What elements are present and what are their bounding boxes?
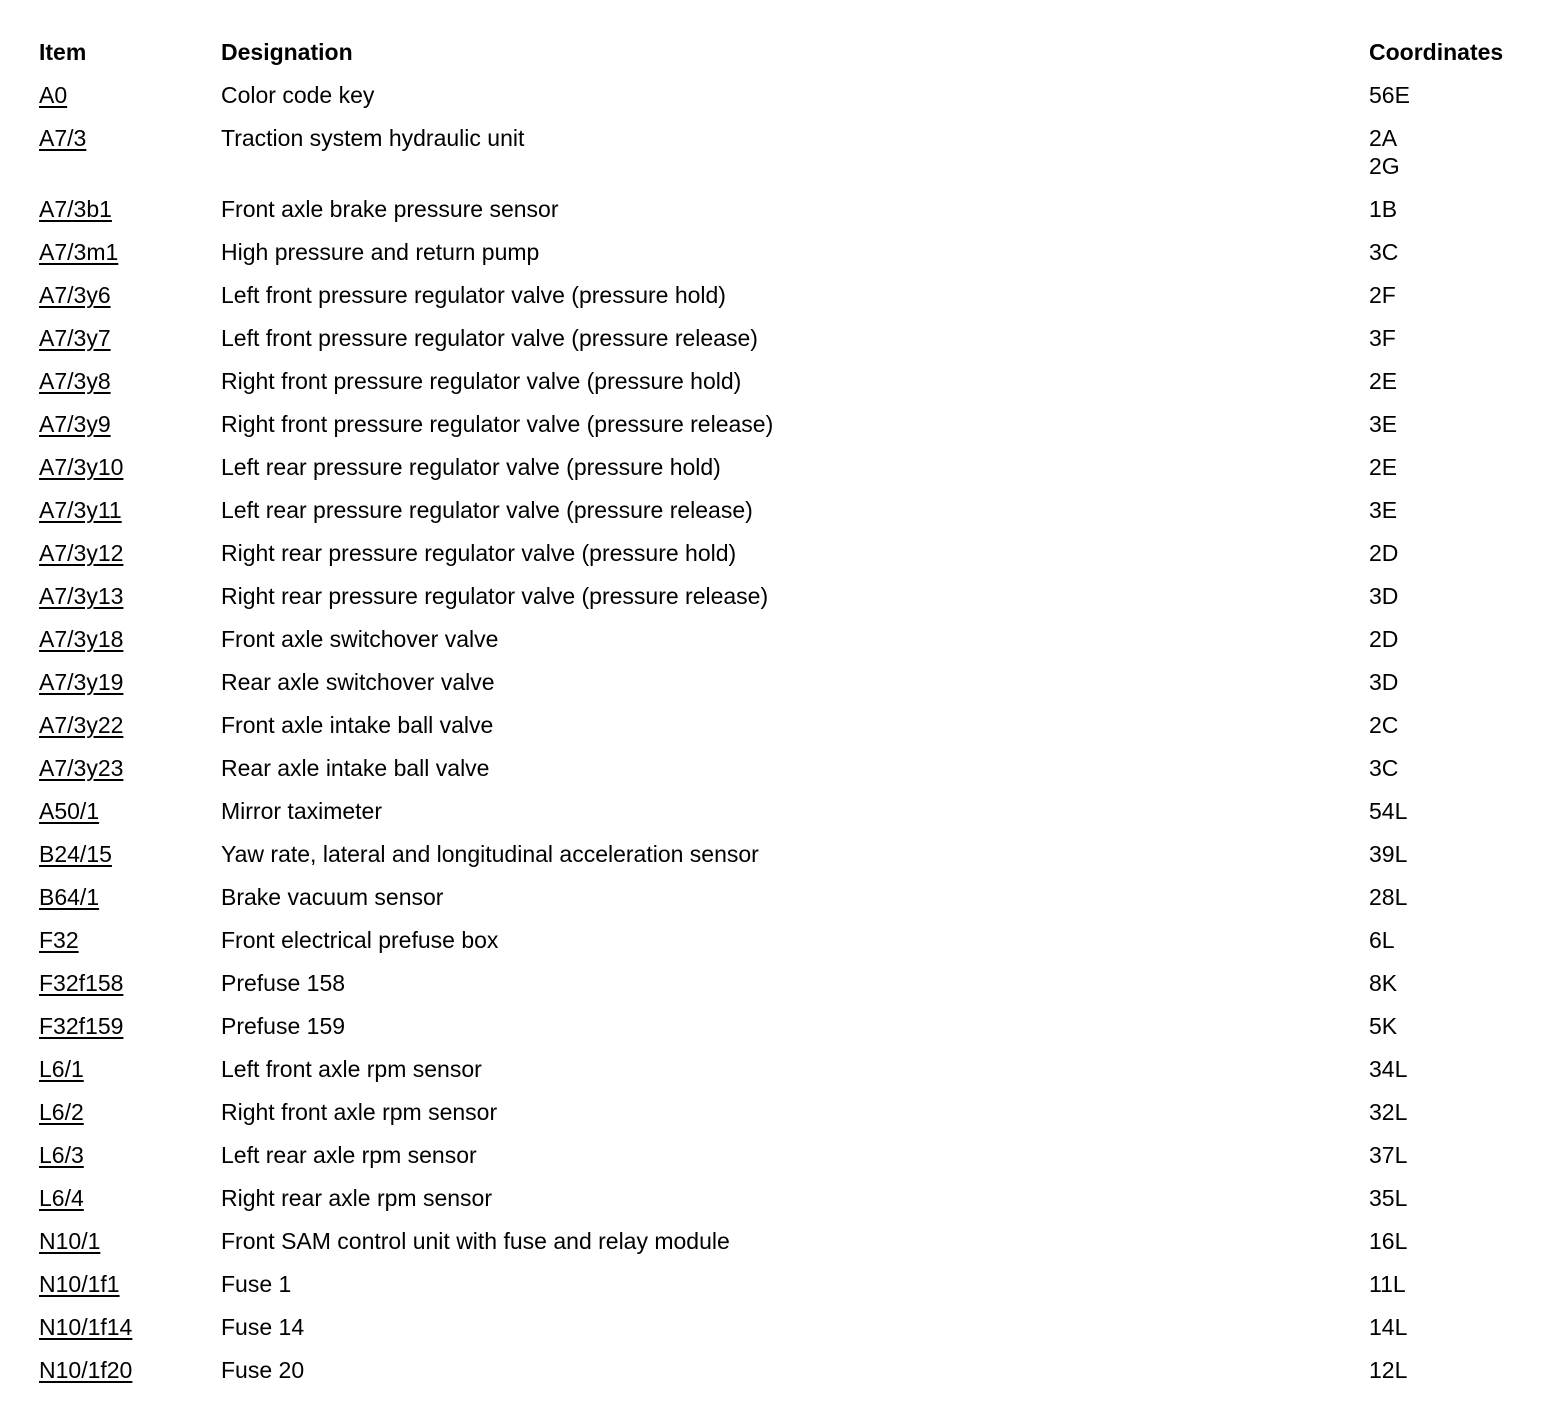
table-row bbox=[39, 1098, 1539, 1141]
table-row bbox=[39, 81, 1539, 124]
coordinates-cell bbox=[1369, 1055, 1539, 1098]
table-row bbox=[39, 1141, 1539, 1184]
coordinates-cell bbox=[1369, 1184, 1539, 1227]
designation-cell: Right rear pressure regulator valve (pressure hold) bbox=[221, 540, 737, 566]
coordinates-cell bbox=[1369, 668, 1539, 711]
table-row bbox=[39, 1313, 1539, 1356]
item-link[interactable]: L6/1 bbox=[39, 1056, 84, 1082]
table-row bbox=[39, 195, 1539, 238]
item-cell bbox=[39, 969, 221, 1012]
coordinate-value: 3D bbox=[1369, 583, 1399, 609]
table-row bbox=[39, 1012, 1539, 1055]
coordinates-cell bbox=[1369, 1356, 1539, 1399]
coordinate-value: 14L bbox=[1369, 1314, 1408, 1340]
coordinate-value: 2D bbox=[1369, 626, 1399, 652]
item-link[interactable]: A7/3y9 bbox=[39, 411, 111, 437]
item-link[interactable]: A7/3y10 bbox=[39, 454, 124, 480]
table-row bbox=[39, 969, 1539, 1012]
coordinate-value: 3E bbox=[1369, 411, 1398, 437]
coordinate-value: 6L bbox=[1369, 927, 1395, 953]
coordinate-value: 16L bbox=[1369, 1228, 1408, 1254]
designation-cell: Front axle brake pressure sensor bbox=[221, 196, 559, 222]
designation-cell: Brake vacuum sensor bbox=[221, 884, 444, 910]
item-cell bbox=[39, 1184, 221, 1227]
coordinate-value: 34L bbox=[1369, 1056, 1408, 1082]
coordinate-value: 8K bbox=[1369, 970, 1398, 996]
designation-cell: Left front pressure regulator valve (pressure hold) bbox=[221, 282, 726, 308]
table-row bbox=[39, 754, 1539, 797]
coordinate-value: 2E bbox=[1369, 368, 1398, 394]
coordinates-cell bbox=[1369, 367, 1539, 410]
designation-cell: Front SAM control unit with fuse and relay module bbox=[221, 1228, 730, 1254]
coordinate-value: 32L bbox=[1369, 1099, 1408, 1125]
item-cell bbox=[39, 1313, 221, 1356]
coordinates-cell bbox=[1369, 1141, 1539, 1184]
item-cell bbox=[39, 711, 221, 754]
designation-cell: Rear axle switchover valve bbox=[221, 669, 495, 695]
item-cell bbox=[39, 1141, 221, 1184]
item-cell bbox=[39, 797, 221, 840]
coordinate-value: 28L bbox=[1369, 884, 1408, 910]
coordinates-cell bbox=[1369, 1227, 1539, 1270]
item-link[interactable]: A7/3m1 bbox=[39, 239, 119, 265]
table-row bbox=[39, 797, 1539, 840]
table-row bbox=[39, 238, 1539, 281]
coordinate-value: 2C bbox=[1369, 712, 1399, 738]
coordinates-cell bbox=[1369, 410, 1539, 453]
component-legend-table bbox=[39, 38, 1539, 1399]
table-row bbox=[39, 1055, 1539, 1098]
designation-cell: Right front pressure regulator valve (pressure hold) bbox=[221, 368, 742, 394]
header-item: Item bbox=[39, 39, 87, 65]
item-cell bbox=[39, 668, 221, 711]
item-cell bbox=[39, 1356, 221, 1399]
designation-cell: Right front axle rpm sensor bbox=[221, 1099, 498, 1125]
designation-cell: Fuse 20 bbox=[221, 1357, 305, 1383]
item-cell bbox=[39, 625, 221, 668]
table-row bbox=[39, 1270, 1539, 1313]
designation-cell: Mirror taximeter bbox=[221, 798, 383, 824]
item-cell bbox=[39, 324, 221, 367]
coordinates-cell bbox=[1369, 840, 1539, 883]
table-row bbox=[39, 124, 1539, 195]
coordinates-cell bbox=[1369, 238, 1539, 281]
coordinate-value: 3C bbox=[1369, 239, 1399, 265]
table-row bbox=[39, 453, 1539, 496]
item-link[interactable]: L6/4 bbox=[39, 1185, 84, 1211]
designation-cell: Right front pressure regulator valve (pressure release) bbox=[221, 411, 774, 437]
coordinates-cell bbox=[1369, 324, 1539, 367]
coordinate-value: 39L bbox=[1369, 841, 1408, 867]
coordinates-cell bbox=[1369, 81, 1539, 124]
table-row bbox=[39, 324, 1539, 367]
coordinate-value: 3E bbox=[1369, 497, 1398, 523]
item-link[interactable]: A7/3y12 bbox=[39, 540, 124, 566]
table-row bbox=[39, 1184, 1539, 1227]
table-row bbox=[39, 625, 1539, 668]
coordinate-value: 2A bbox=[1369, 125, 1398, 151]
coordinates-cell bbox=[1369, 883, 1539, 926]
table-row bbox=[39, 367, 1539, 410]
item-link[interactable]: F32 bbox=[39, 927, 79, 953]
table-row bbox=[39, 582, 1539, 625]
item-cell bbox=[39, 195, 221, 238]
item-cell bbox=[39, 124, 221, 195]
item-cell bbox=[39, 410, 221, 453]
designation-cell: Fuse 1 bbox=[221, 1271, 292, 1297]
designation-cell: Right rear pressure regulator valve (pressure release) bbox=[221, 583, 769, 609]
item-link[interactable]: L6/3 bbox=[39, 1142, 84, 1168]
item-link[interactable]: A7/3y11 bbox=[39, 497, 122, 523]
item-link[interactable]: A7/3y6 bbox=[39, 282, 111, 308]
designation-cell: Left rear pressure regulator valve (pressure hold) bbox=[221, 454, 721, 480]
item-link[interactable]: A0 bbox=[39, 82, 68, 108]
item-cell bbox=[39, 81, 221, 124]
coordinate-value: 2F bbox=[1369, 282, 1396, 308]
item-link[interactable]: A7/3b1 bbox=[39, 196, 112, 222]
coordinate-value: 12L bbox=[1369, 1357, 1408, 1383]
coordinates-cell bbox=[1369, 1313, 1539, 1356]
item-link[interactable]: A7/3y7 bbox=[39, 325, 111, 351]
item-link[interactable]: A50/1 bbox=[39, 798, 100, 824]
designation-cell: Left rear pressure regulator valve (pressure release) bbox=[221, 497, 753, 523]
table-row bbox=[39, 1227, 1539, 1270]
header-coordinates: Coordinates bbox=[1369, 39, 1504, 65]
item-cell bbox=[39, 496, 221, 539]
table-row bbox=[39, 883, 1539, 926]
table-row bbox=[39, 668, 1539, 711]
coordinates-cell bbox=[1369, 582, 1539, 625]
item-cell bbox=[39, 1227, 221, 1270]
coordinates-cell bbox=[1369, 797, 1539, 840]
item-link[interactable]: A7/3y18 bbox=[39, 626, 124, 652]
designation-cell: Front axle switchover valve bbox=[221, 626, 499, 652]
item-cell bbox=[39, 1055, 221, 1098]
item-link[interactable]: A7/3 bbox=[39, 125, 87, 151]
item-link[interactable]: N10/1 bbox=[39, 1228, 101, 1254]
coordinates-cell bbox=[1369, 453, 1539, 496]
item-link[interactable]: L6/2 bbox=[39, 1099, 84, 1125]
designation-cell: Left front pressure regulator valve (pressure release) bbox=[221, 325, 758, 351]
designation-cell: Rear axle intake ball valve bbox=[221, 755, 490, 781]
item-link[interactable]: A7/3y22 bbox=[39, 712, 124, 738]
item-cell bbox=[39, 281, 221, 324]
item-cell bbox=[39, 1012, 221, 1055]
coordinates-cell bbox=[1369, 496, 1539, 539]
coordinate-value: 35L bbox=[1369, 1185, 1408, 1211]
item-link[interactable]: B24/15 bbox=[39, 841, 112, 867]
item-link[interactable]: B64/1 bbox=[39, 884, 100, 910]
item-link[interactable]: N10/1f20 bbox=[39, 1357, 133, 1383]
coordinates-cell bbox=[1369, 281, 1539, 324]
item-cell bbox=[39, 883, 221, 926]
coordinate-value: 11L bbox=[1369, 1271, 1406, 1297]
item-cell bbox=[39, 926, 221, 969]
item-cell bbox=[39, 754, 221, 797]
coordinate-value: 3C bbox=[1369, 755, 1399, 781]
item-cell bbox=[39, 582, 221, 625]
designation-cell: Yaw rate, lateral and longitudinal acceleration sensor bbox=[221, 841, 759, 867]
designation-cell: Prefuse 159 bbox=[221, 1013, 346, 1039]
coordinate-value: 3D bbox=[1369, 669, 1399, 695]
item-cell bbox=[39, 1098, 221, 1141]
header-row bbox=[39, 38, 1539, 81]
coordinates-cell bbox=[1369, 754, 1539, 797]
coordinate-value: 3F bbox=[1369, 325, 1396, 351]
coordinates-cell bbox=[1369, 926, 1539, 969]
item-link[interactable]: F32f158 bbox=[39, 970, 124, 996]
item-cell bbox=[39, 367, 221, 410]
table-row bbox=[39, 496, 1539, 539]
item-link[interactable]: A7/3y23 bbox=[39, 755, 124, 781]
table-row bbox=[39, 539, 1539, 582]
table-body bbox=[39, 81, 1539, 1399]
coordinates-cell bbox=[1369, 195, 1539, 238]
coordinates-cell bbox=[1369, 124, 1539, 195]
item-cell bbox=[39, 238, 221, 281]
coordinate-value: 5K bbox=[1369, 1013, 1398, 1039]
designation-cell: Front electrical prefuse box bbox=[221, 927, 499, 953]
coordinate-value: 2G bbox=[1369, 153, 1400, 179]
table-row bbox=[39, 840, 1539, 883]
coordinates-cell bbox=[1369, 1012, 1539, 1055]
item-link[interactable]: N10/1f14 bbox=[39, 1314, 133, 1340]
header-designation: Designation bbox=[221, 39, 353, 65]
coordinate-value: 2D bbox=[1369, 540, 1399, 566]
item-link[interactable]: A7/3y13 bbox=[39, 583, 124, 609]
designation-cell: Right rear axle rpm sensor bbox=[221, 1185, 492, 1211]
item-link[interactable]: N10/1f1 bbox=[39, 1271, 120, 1297]
coordinate-value: 2E bbox=[1369, 454, 1398, 480]
coordinate-value: 54L bbox=[1369, 798, 1408, 824]
coordinates-cell bbox=[1369, 711, 1539, 754]
coordinate-value: 37L bbox=[1369, 1142, 1408, 1168]
designation-cell: Front axle intake ball valve bbox=[221, 712, 494, 738]
designation-cell: Traction system hydraulic unit bbox=[221, 125, 525, 151]
table-row bbox=[39, 410, 1539, 453]
coordinate-value: 56E bbox=[1369, 82, 1410, 108]
designation-cell: Color code key bbox=[221, 82, 375, 108]
item-cell bbox=[39, 539, 221, 582]
table-row bbox=[39, 711, 1539, 754]
coordinates-cell bbox=[1369, 625, 1539, 668]
table-row bbox=[39, 281, 1539, 324]
designation-cell: Left rear axle rpm sensor bbox=[221, 1142, 477, 1168]
coordinates-cell bbox=[1369, 969, 1539, 1012]
coordinates-cell bbox=[1369, 1270, 1539, 1313]
item-cell bbox=[39, 1270, 221, 1313]
item-cell bbox=[39, 840, 221, 883]
designation-cell: High pressure and return pump bbox=[221, 239, 540, 265]
coordinates-cell bbox=[1369, 539, 1539, 582]
coordinates-cell bbox=[1369, 1098, 1539, 1141]
item-link[interactable]: F32f159 bbox=[39, 1013, 124, 1039]
item-link[interactable]: A7/3y19 bbox=[39, 669, 124, 695]
designation-cell: Prefuse 158 bbox=[221, 970, 346, 996]
table-header bbox=[39, 38, 1539, 81]
designation-cell: Fuse 14 bbox=[221, 1314, 305, 1340]
table-row bbox=[39, 926, 1539, 969]
coordinate-value: 1B bbox=[1369, 196, 1398, 222]
designation-cell: Left front axle rpm sensor bbox=[221, 1056, 482, 1082]
item-link[interactable]: A7/3y8 bbox=[39, 368, 111, 394]
item-cell bbox=[39, 453, 221, 496]
table-row bbox=[39, 1356, 1539, 1399]
